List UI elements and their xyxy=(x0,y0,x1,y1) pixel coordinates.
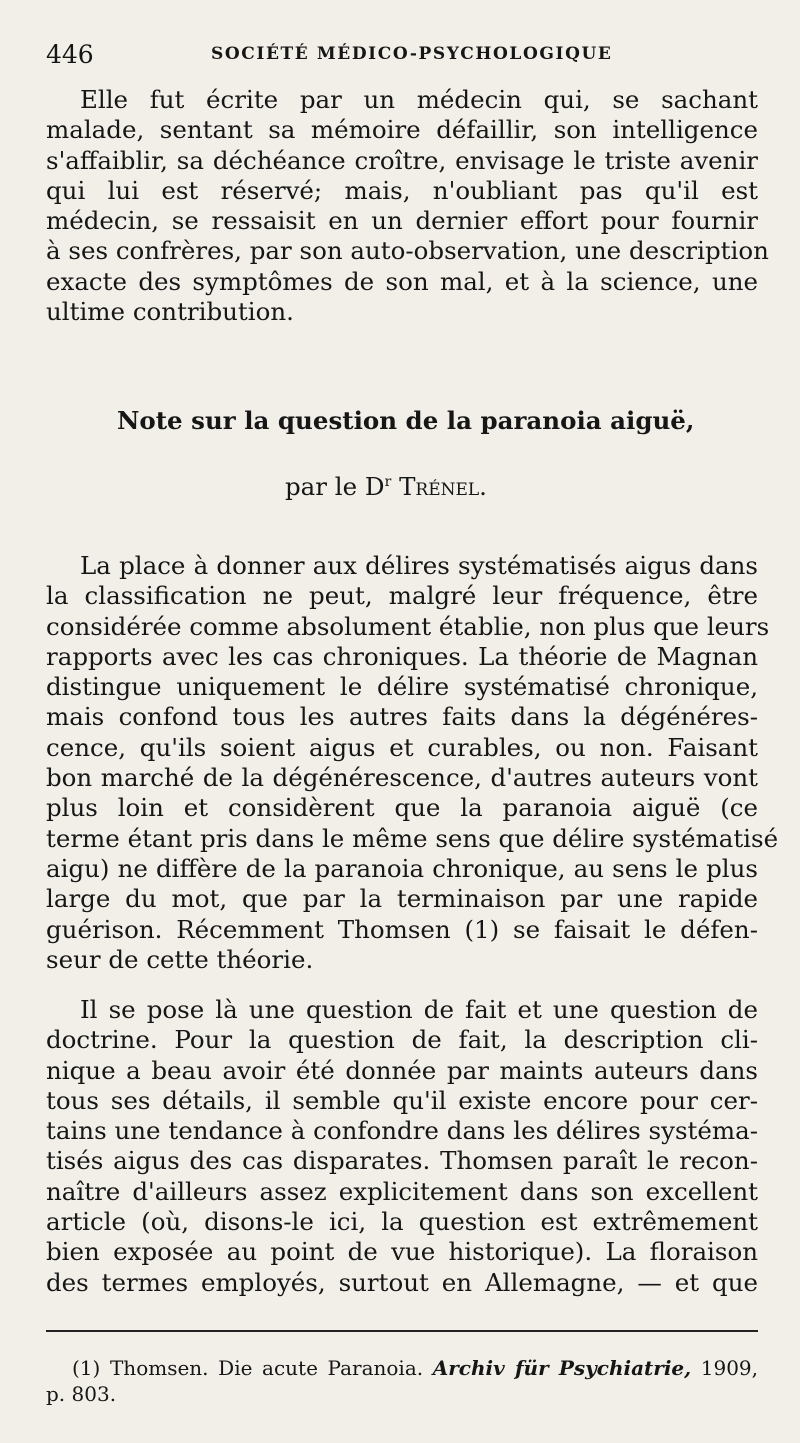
text-line: aigu) ne diffère de la paranoia chronique, au sens le plus xyxy=(46,853,758,883)
footnote-text: Thomsen. Die acute Paranoia. xyxy=(109,1356,424,1380)
footnote-line xyxy=(46,1355,758,1381)
text-line: à ses confrères, par son auto-observation, une description xyxy=(46,236,769,266)
text-line: La place à donner aux délires systématisés aigus dans xyxy=(80,551,758,580)
text-line: tisés aigus des cas disparates. Thomsen paraît le recon- xyxy=(46,1146,758,1176)
text-line: Elle fut écrite par un médecin qui, se sachant xyxy=(80,85,758,114)
running-head: SOCIÉTÉ MÉDICO-PSYCHOLOGIQUE xyxy=(211,44,613,64)
text-line: doctrine. Pour la question de fait, la description cli- xyxy=(46,1025,758,1055)
footnote-marker: (1) xyxy=(72,1356,101,1380)
footnote-pages: p. 803. xyxy=(46,1382,117,1406)
text-line: exacte des symptômes de son mal, et à la science, une xyxy=(46,266,758,296)
text-line: naître d'ailleurs assez explicitement dans son excellent xyxy=(46,1176,758,1206)
footnote-journal: Archiv für Psychiatrie, xyxy=(432,1356,692,1380)
byline-prefix: par le D xyxy=(285,472,385,501)
text-line: plus loin et considèrent que la paranoia aiguë (ce xyxy=(46,793,758,823)
text-line: rapports avec les cas chroniques. La théorie de Magnan xyxy=(46,641,758,671)
text-line: distingue uniquement le délire systématisé chronique, xyxy=(46,672,758,702)
text-line: qui lui est réservé; mais, n'oubliant pas qu'il est xyxy=(46,175,758,205)
paragraph-2 xyxy=(46,995,758,1298)
text-line: terme étant pris dans le même sens que délire systématisé xyxy=(46,823,779,853)
text-line: seur de cette théorie. xyxy=(46,944,314,974)
footnote-divider xyxy=(46,1330,758,1332)
text-line: médecin, se ressaisit en un dernier effort pour fournir xyxy=(46,206,758,236)
text-line: ultime contribution. xyxy=(46,297,294,327)
text-line: mais confond tous les autres faits dans la dégénéres- xyxy=(46,702,758,732)
paragraph-1 xyxy=(46,551,779,975)
text-line: cence, qu'ils soient aigus et curables, ou non. Faisant xyxy=(46,732,758,762)
text-line: considérée comme absolument établie, non plus que leurs xyxy=(46,611,770,641)
text-line: Il se pose là une question de fait et une question de xyxy=(80,995,758,1024)
text-line: large du mot, que par la terminaison par une rapide xyxy=(46,884,758,914)
text-line: tains une tendance à confondre dans les délires systéma- xyxy=(46,1116,758,1146)
text-line: des termes employés, surtout en Allemagne, — et que xyxy=(46,1267,758,1297)
author-name: Trénel. xyxy=(399,472,487,501)
text-line: malade, sentant sa mémoire défaillir, son intelligence xyxy=(46,115,758,145)
intro-paragraph xyxy=(46,85,769,327)
page-header xyxy=(46,40,760,80)
page-number: 446 xyxy=(46,40,94,69)
article-byline xyxy=(285,472,487,501)
byline-sup: r xyxy=(384,474,392,490)
text-line: bon marché de la dégénérescence, d'autres auteurs vont xyxy=(46,763,758,793)
footnote xyxy=(46,1355,758,1407)
text-line: guérison. Récemment Thomsen (1) se faisait le défen- xyxy=(46,914,758,944)
text-line: tous ses détails, il semble qu'il existe encore pour cer- xyxy=(46,1085,758,1115)
article-title: Note sur la question de la paranoia aiguë, xyxy=(117,406,695,435)
text-line: bien exposée au point de vue historique). La floraison xyxy=(46,1237,758,1267)
text-line: s'affaiblir, sa déchéance croître, envisage le triste avenir xyxy=(46,145,758,175)
text-line: la classification ne peut, malgré leur fréquence, être xyxy=(46,581,758,611)
text-line: nique a beau avoir été donnée par maints auteurs dans xyxy=(46,1055,758,1085)
text-line: article (où, disons-le ici, la question est extrêmement xyxy=(46,1207,758,1237)
footnote-year: 1909, xyxy=(700,1356,759,1380)
